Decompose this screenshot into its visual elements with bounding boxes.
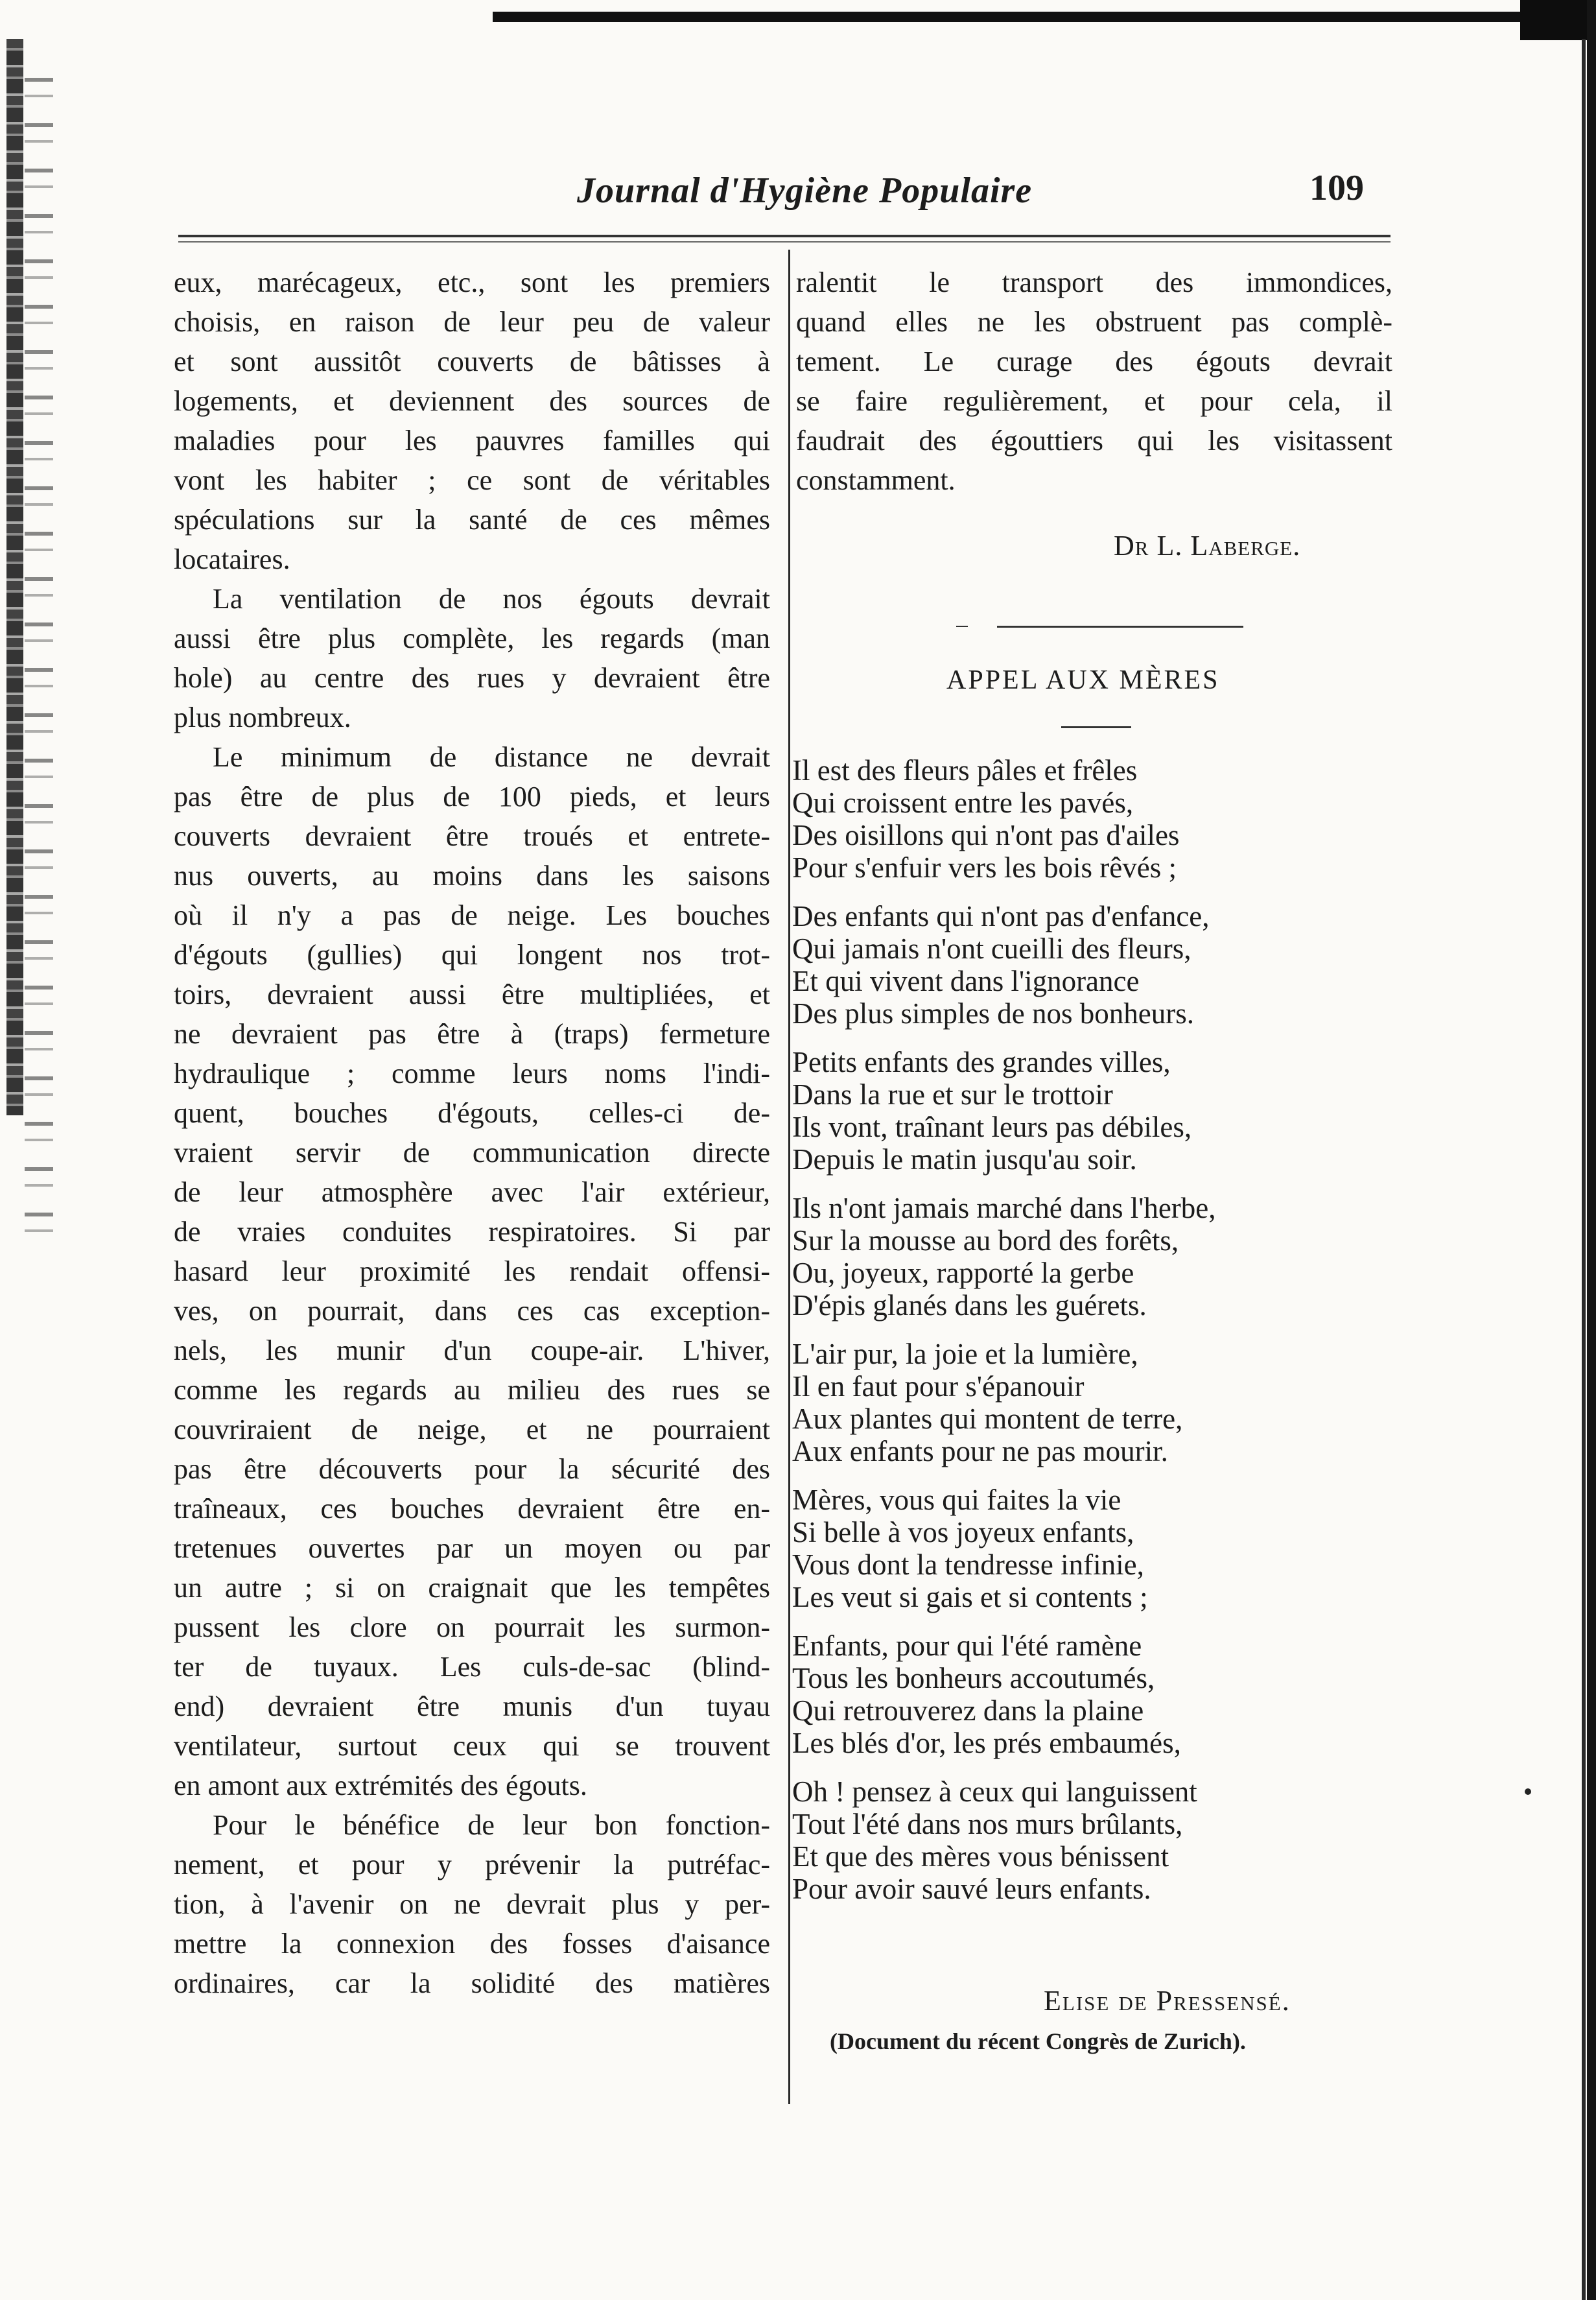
poem-stanza: [792, 1046, 1216, 1176]
text-line: de vraies conduites respiratoires. Si par: [174, 1216, 770, 1248]
text-line: mettre la connexion des fosses d'aisance: [174, 1928, 770, 1960]
text-line: spéculations sur la santé de ces mêmes: [174, 504, 770, 536]
text-line: ordinaires, car la solidité des matières: [174, 1967, 770, 1999]
poem-verse: Dans la rue et sur le trottoir: [792, 1078, 1113, 1111]
poem-verse: Petits enfants des grandes villes,: [792, 1046, 1171, 1078]
poem-verse: Les veut si gais et si contents ;: [792, 1581, 1148, 1613]
poem-verse: Pour s'enfuir vers les bois rêvés ;: [792, 851, 1177, 884]
poem-verse: Enfants, pour qui l'été ramène: [792, 1630, 1142, 1662]
text-line: d'égouts (gullies) qui longent nos trot-: [174, 939, 770, 971]
text-line: ralentit le transport des immondices,: [796, 267, 1392, 298]
page-number: 109: [1309, 168, 1364, 208]
text-line: et sont aussitôt couverts de bâtisses à: [174, 346, 770, 377]
poem-stanza: [792, 754, 1216, 884]
poem-verse: D'épis glanés dans les guérets.: [792, 1289, 1147, 1322]
poem-verse: Vous dont la tendresse infinie,: [792, 1548, 1144, 1581]
scan-border-right-inner: [1582, 39, 1586, 2300]
text-line: comme les regards au milieu des rues se: [174, 1374, 770, 1406]
section-separator-dash: [956, 626, 968, 627]
text-line: ter de tuyaux. Les culs-de-sac (blind-: [174, 1651, 770, 1683]
text-line: choisis, en raison de leur peu de valeur: [174, 306, 770, 338]
poem-stanza: [792, 900, 1216, 1030]
poem-verse: Qui retrouverez dans la plaine: [792, 1694, 1144, 1727]
poem-source-note: (Document du récent Congrès de Zurich).: [830, 2028, 1246, 2054]
text-line: hydraulique ; comme leurs noms l'indi-: [174, 1058, 770, 1089]
poem-stanza: [792, 1630, 1216, 1759]
poem-verse: Oh ! pensez à ceux qui languissent: [792, 1775, 1197, 1808]
text-line: end) devraient être munis d'un tuyau: [174, 1690, 770, 1722]
poem-verse: Il en faut pour s'épanouir: [792, 1370, 1085, 1403]
scan-border-corner: [1520, 0, 1596, 40]
text-line: vont les habiter ; ce sont de véritables: [174, 464, 770, 496]
text-line: faudrait des égouttiers qui les visitassent: [796, 425, 1392, 456]
scan-border-top: [493, 12, 1595, 22]
poem-verse: Qui jamais n'ont cueilli des fleurs,: [792, 932, 1191, 965]
poem-verse: Sur la mousse au bord des forêts,: [792, 1224, 1179, 1257]
poem-verse: Et que des mères vous bénissent: [792, 1840, 1169, 1873]
header-rule-thin: [178, 241, 1391, 243]
poem-body: [792, 754, 1216, 1921]
text-line: un autre ; si on craignait que les tempêtes: [174, 1572, 770, 1604]
text-line: Pour le bénéfice de leur bon fonction-: [213, 1809, 770, 1841]
running-title: Journal d'Hygiène Populaire: [577, 171, 1033, 211]
section-separator: [997, 626, 1243, 628]
poem-stanza: [792, 1484, 1216, 1613]
column-divider: [788, 250, 790, 2104]
text-line: où il n'y a pas de neige. Les bouches: [174, 899, 770, 931]
text-line: nus ouverts, au moins dans les saisons: [174, 860, 770, 892]
scan-border-right: [1587, 0, 1596, 2300]
poem-verse: Si belle à vos joyeux enfants,: [792, 1516, 1134, 1548]
poem-verse: Il est des fleurs pâles et frêles: [792, 754, 1138, 787]
text-line: maladies pour les pauvres familles qui: [174, 425, 770, 456]
text-line: vraient servir de communication directe: [174, 1137, 770, 1168]
text-line: pas être de plus de 100 pieds, et leurs: [174, 781, 770, 812]
text-line: tement. Le curage des égouts devrait: [796, 346, 1392, 377]
poem-verse: Des enfants qui n'ont pas d'enfance,: [792, 900, 1210, 932]
text-line: se faire regulièrement, et pour cela, il: [796, 385, 1392, 417]
left-column: [174, 263, 770, 2003]
text-line: pas être découverts pour la sécurité des: [174, 1453, 770, 1485]
text-line: hasard leur proximité les rendait offensi-: [174, 1255, 770, 1287]
poem-verse: Tous les bonheurs accoutumés,: [792, 1662, 1155, 1694]
text-line: couverts devraient être troués et entrete-: [174, 820, 770, 852]
text-line: locataires.: [174, 543, 290, 575]
text-line: aussi être plus complète, les regards (man: [174, 622, 770, 654]
text-line: eux, marécageux, etc., sont les premiers: [174, 267, 770, 298]
text-line: de leur atmosphère avec l'air extérieur,: [174, 1176, 770, 1208]
text-line: pussent les clore on pourrait les surmon-: [174, 1611, 770, 1643]
text-line: nement, et pour y prévenir la putréfac-: [174, 1849, 770, 1880]
poem-verse: Ils n'ont jamais marché dans l'herbe,: [792, 1192, 1216, 1224]
scan-binding-shadow: [25, 78, 53, 1232]
poem-verse: Tout l'été dans nos murs brûlants,: [792, 1808, 1183, 1840]
text-line: ne devraient pas être à (traps) fermeture: [174, 1018, 770, 1050]
poem-stanza: [792, 1338, 1216, 1467]
poem-verse: Depuis le matin jusqu'au soir.: [792, 1143, 1137, 1176]
text-line: en amont aux extrémités des égouts.: [174, 1770, 587, 1801]
poem-verse: Pour avoir sauvé leurs enfants.: [792, 1873, 1151, 1905]
text-line: toirs, devraient aussi être multipliées, et: [174, 978, 770, 1010]
text-line: hole) au centre des rues y devraient être: [174, 662, 770, 694]
text-line: tretenues ouvertes par un moyen ou par: [174, 1532, 770, 1564]
text-line: La ventilation de nos égouts devrait: [213, 583, 770, 615]
poem-verse: Les blés d'or, les prés embaumés,: [792, 1727, 1181, 1759]
text-line: constamment.: [796, 464, 956, 496]
title-rule: [1061, 726, 1131, 728]
text-line: quand elles ne les obstruent pas complè-: [796, 306, 1392, 338]
text-line: logements, et deviennent des sources de: [174, 385, 770, 417]
poem-verse: Qui croissent entre les pavés,: [792, 787, 1134, 819]
poem-verse: Ils vont, traînant leurs pas débiles,: [792, 1111, 1192, 1143]
poem-title: APPEL AUX MÈRES: [946, 665, 1220, 695]
poem-stanza: [792, 1192, 1216, 1322]
scan-binding-edge: [6, 39, 23, 1115]
ink-speck: [1525, 1788, 1531, 1795]
poem-verse: Aux plantes qui montent de terre,: [792, 1403, 1183, 1435]
poem-stanza: [792, 1775, 1216, 1905]
text-line: tion, à l'avenir on ne devrait plus y per-: [174, 1888, 770, 1920]
poem-verse: Aux enfants pour ne pas mourir.: [792, 1435, 1168, 1467]
right-column: [796, 263, 1392, 500]
header-rule: [178, 235, 1391, 237]
poem-verse: Ou, joyeux, rapporté la gerbe: [792, 1257, 1134, 1289]
poem-verse: Mères, vous qui faites la vie: [792, 1484, 1121, 1516]
poem-verse: Des plus simples de nos bonheurs.: [792, 997, 1194, 1030]
poem-verse: Et qui vivent dans l'ignorance: [792, 965, 1140, 997]
poem-author-signature: Elise de Pressensé.: [1044, 1985, 1291, 2017]
text-line: couvriraient de neige, et ne pourraient: [174, 1414, 770, 1445]
text-line: traîneaux, ces bouches devraient être en-: [174, 1493, 770, 1524]
text-line: nels, les munir d'un coupe-air. L'hiver,: [174, 1334, 770, 1366]
text-line: ventilateur, surtout ceux qui se trouvent: [174, 1730, 770, 1762]
text-line: plus nombreux.: [174, 702, 351, 733]
text-line: ves, on pourrait, dans ces cas exception-: [174, 1295, 770, 1327]
author-signature: Dr L. Laberge.: [1114, 530, 1301, 562]
poem-verse: L'air pur, la joie et la lumière,: [792, 1338, 1138, 1370]
text-line: quent, bouches d'égouts, celles-ci de-: [174, 1097, 770, 1129]
text-line: Le minimum de distance ne devrait: [213, 741, 770, 773]
poem-verse: Des oisillons qui n'ont pas d'ailes: [792, 819, 1180, 851]
